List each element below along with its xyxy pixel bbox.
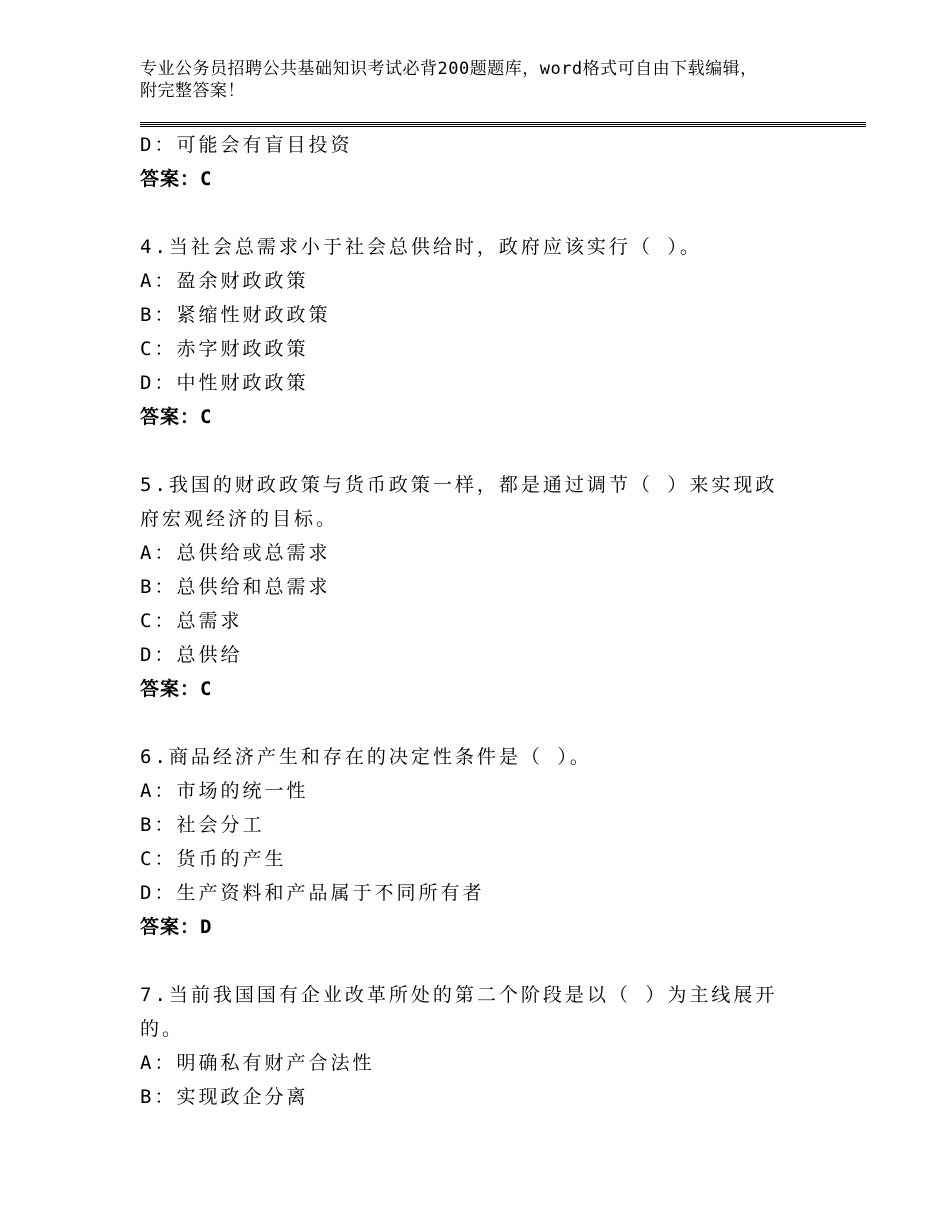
answer [140, 400, 820, 434]
answer-value: C [200, 678, 213, 700]
answer-label: 答案： [140, 168, 201, 190]
question-stem-line-2: 府宏观经济的目标。 [140, 508, 339, 530]
option-d: D：生产资料和产品属于不同所有者 [140, 882, 485, 904]
answer-value: C [200, 406, 213, 428]
question-7 [140, 978, 820, 1114]
question-6 [140, 740, 820, 944]
question-stem: 6.商品经济产生和存在的决定性条件是（ ）。 [140, 746, 592, 768]
option-c: C：赤字财政政策 [140, 338, 309, 360]
answer-label: 答案： [140, 678, 201, 700]
document-header [140, 58, 840, 102]
option-c: C：货币的产生 [140, 848, 287, 870]
question-5 [140, 468, 820, 706]
header-line-1: 专业公务员招聘公共基础知识考试必背200题题库，word格式可自由下载编辑， [140, 59, 758, 79]
header-divider [140, 122, 866, 127]
answer-value: D [200, 916, 213, 938]
answer [140, 672, 820, 706]
option-d: D：中性财政政策 [140, 372, 309, 394]
option-d: D：总供给 [140, 644, 243, 666]
question-stem-line-1: 5.我国的财政政策与货币政策一样，都是通过调节（ ）来实现政 [140, 474, 778, 496]
question-stem: 4.当社会总需求小于社会总供给时，政府应该实行（ ）。 [140, 236, 702, 258]
option-a: A：明确私有财产合法性 [140, 1052, 375, 1074]
option-a: A：总供给或总需求 [140, 542, 331, 564]
header-line-2: 附完整答案！ [140, 81, 245, 101]
question-stem-line-1: 7.当前我国国有企业改革所处的第二个阶段是以（ ）为主线展开 [140, 984, 778, 1006]
question-4 [140, 230, 820, 434]
answer-value: C [200, 168, 213, 190]
answer [140, 910, 820, 944]
prev-option-d: D：可能会有盲目投资 [140, 134, 353, 156]
question-content [140, 128, 820, 1114]
answer-label: 答案： [140, 916, 201, 938]
option-b: B：社会分工 [140, 814, 265, 836]
answer-label: 答案： [140, 406, 201, 428]
question-stem-line-2: 的。 [140, 1018, 185, 1040]
option-b: B：紧缩性财政政策 [140, 304, 331, 326]
prev-answer [140, 162, 820, 196]
option-c: C：总需求 [140, 610, 243, 632]
option-a: A：市场的统一性 [140, 780, 309, 802]
option-b: B：实现政企分离 [140, 1086, 309, 1108]
option-a: A：盈余财政政策 [140, 270, 309, 292]
option-b: B：总供给和总需求 [140, 576, 331, 598]
